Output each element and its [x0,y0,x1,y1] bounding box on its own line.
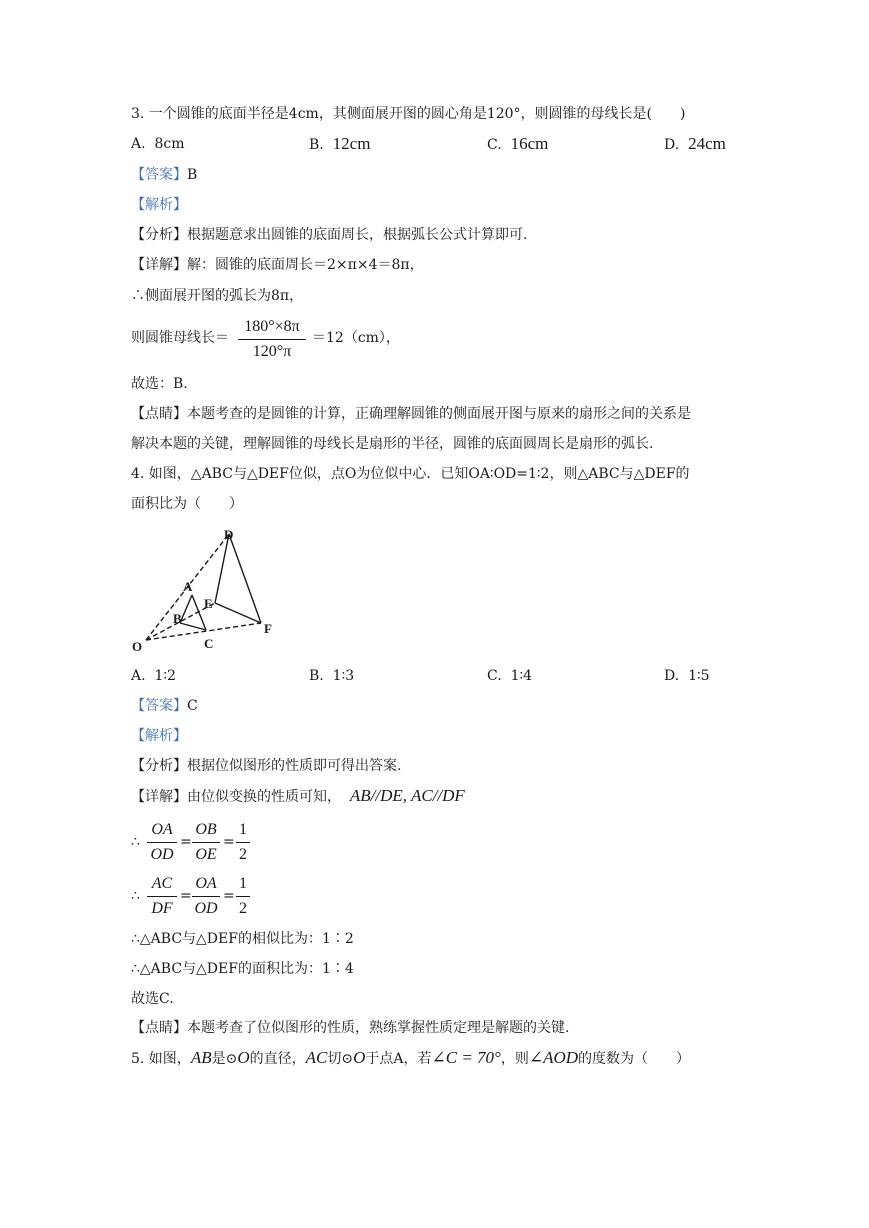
q3-dianjing-2: 解决本题的关键，理解圆锥的母线长是扇形的半径，圆锥的底面圆周长是扇形的弧长. [131,436,654,452]
q4-option-a [131,666,176,686]
fraction-numerator: OB [195,821,217,838]
fraction-denominator: DF [151,900,173,917]
option-value: 12cm [332,134,371,153]
q4-sim-ratio: ∴△ABC与△DEF的相似比为：1∶2 [131,931,354,947]
fraction-numerator: OA [195,875,217,892]
eq2-fraction-3 [236,874,250,919]
q3-option-a [131,134,185,154]
answer-value: B [187,167,198,183]
label-f: F [264,621,272,636]
q3-dianjing-1: 【点睛】本题考查的是圆锥的计算，正确理解圆锥的侧面展开图与原来的扇形之间的关系是 [131,406,691,422]
label-o: O [132,639,143,654]
xiangjie-prefix: 【详解】由位似变换的性质可知， [131,789,341,805]
q3-option-d [664,134,726,155]
homothety-figure [130,520,290,660]
fraction-denominator: OD [150,846,174,863]
option-value: 1∶2 [154,668,176,684]
q4-option-b [309,666,354,686]
option-label: B. [309,668,324,684]
q3-xiangjie: 【详解】解：圆锥的底面周长＝2×π×4＝8π， [131,257,424,273]
q3-step2-prefix: 则圆锥母线长＝ [131,330,229,346]
option-label: C. [487,668,502,684]
option-label: A. [131,136,146,152]
q4-fenxi: 【分析】根据位似图形的性质即可得出答案. [131,758,402,774]
q3-stem: 3. 一个圆锥的底面半径是4cm，其侧面展开图的圆心角是120°，则圆锥的母线长是( ) [131,106,686,122]
q4-stem-1: 4. 如图，△ABC与△DEF位似，点O为位似中心．已知OA∶OD=1∶2，则△ABC与△DEF的 [131,466,690,482]
eq1-fraction-1 [147,820,177,865]
fraction-numerator: AC [151,875,173,892]
q3-step1: ∴侧面展开图的弧长为8π， [131,288,304,304]
eq1-fraction-2 [192,820,220,865]
option-value: 1∶3 [332,668,355,684]
q3-option-c [487,134,548,155]
fraction-denominator: 120°π [252,343,292,360]
option-value: 8cm [154,136,185,152]
q3-fenxi: 【分析】根据题意求出圆锥的底面周长，根据弧长公式计算即可. [131,227,528,243]
segment-ac-math: AC [305,1048,328,1067]
option-value: 24cm [688,134,726,153]
equals-sign: = [223,888,235,904]
parallel-relations: AB//DE, AC//DF [349,786,465,805]
equals-sign: = [180,888,192,904]
eq1-fraction-3 [236,820,250,865]
fraction-numerator: 1 [239,821,247,838]
label-b: B [173,611,182,626]
fraction-bar [238,339,306,340]
answer-tag: 【答案】 [131,167,187,183]
q3-choose: 故选：B. [131,376,188,392]
segment-bc [180,623,206,630]
q4-option-d [664,666,710,686]
q3-step2-suffix: ＝12（cm）， [312,330,400,346]
q3-fraction [238,317,306,362]
option-label: D. [664,668,680,684]
option-label: B. [309,137,324,153]
circle-o-math: O [353,1048,366,1067]
eq2-fraction-2 [192,874,220,919]
therefore-symbol-1: ∴ [131,834,140,850]
fraction-denominator: 2 [239,846,247,863]
label-e: E [204,596,213,611]
segment-ab-math: AB [190,1048,212,1067]
segment-ab [180,595,192,623]
q4-choose: 故选C. [131,991,174,1007]
option-value: 1∶4 [510,668,533,684]
q4-analysis-tag: 【解析】 [131,728,187,744]
q3-analysis-tag: 【解析】 [131,197,187,213]
circle-o-math: O [237,1048,250,1067]
eq2-fraction-1 [147,874,177,919]
q4-answer [131,696,198,716]
q5-stem: 5. 如图，AB是⊙O的直径，AC切⊙O于点A，若∠C = 70°，则∠AOD的度数为（ ） [131,1048,691,1067]
label-a: A [183,579,193,594]
q4-xiangjie [131,786,465,807]
option-label: A. [131,668,146,684]
option-value: 16cm [510,134,549,153]
segment-ef [215,603,261,623]
answer-value: C [187,698,198,714]
segment-df [229,534,261,623]
fraction-numerator: 1 [239,875,247,892]
option-value: 1∶5 [688,668,710,684]
q4-dianjing: 【点睛】本题考查了位似图形的性质，熟练掌握性质定理是解题的关键. [131,1020,570,1036]
angle-c-math: ∠C = 70° [431,1048,501,1067]
q4-option-c [487,666,532,686]
q4-stem-2: 面积比为（ ） [131,496,243,512]
equals-sign: = [223,834,235,850]
segment-de [215,534,229,603]
fraction-denominator: OD [194,900,218,917]
option-label: D. [664,137,680,153]
answer-tag: 【答案】 [131,698,187,714]
option-label: C. [487,137,502,153]
equals-sign: = [180,834,192,850]
therefore-symbol-2: ∴ [131,888,140,904]
fraction-denominator: 2 [239,900,247,917]
q3-answer [131,165,197,185]
fraction-denominator: OE [195,846,217,863]
fraction-numerator: 180°×8π [244,318,300,335]
label-c: C [204,636,214,651]
fraction-numerator: OA [151,821,173,838]
q4-area-ratio: ∴△ABC与△DEF的面积比为：1∶4 [131,961,354,977]
q3-option-b [309,134,370,155]
angle-aod-math: ∠AOD [528,1048,579,1067]
label-d: D [224,527,234,542]
